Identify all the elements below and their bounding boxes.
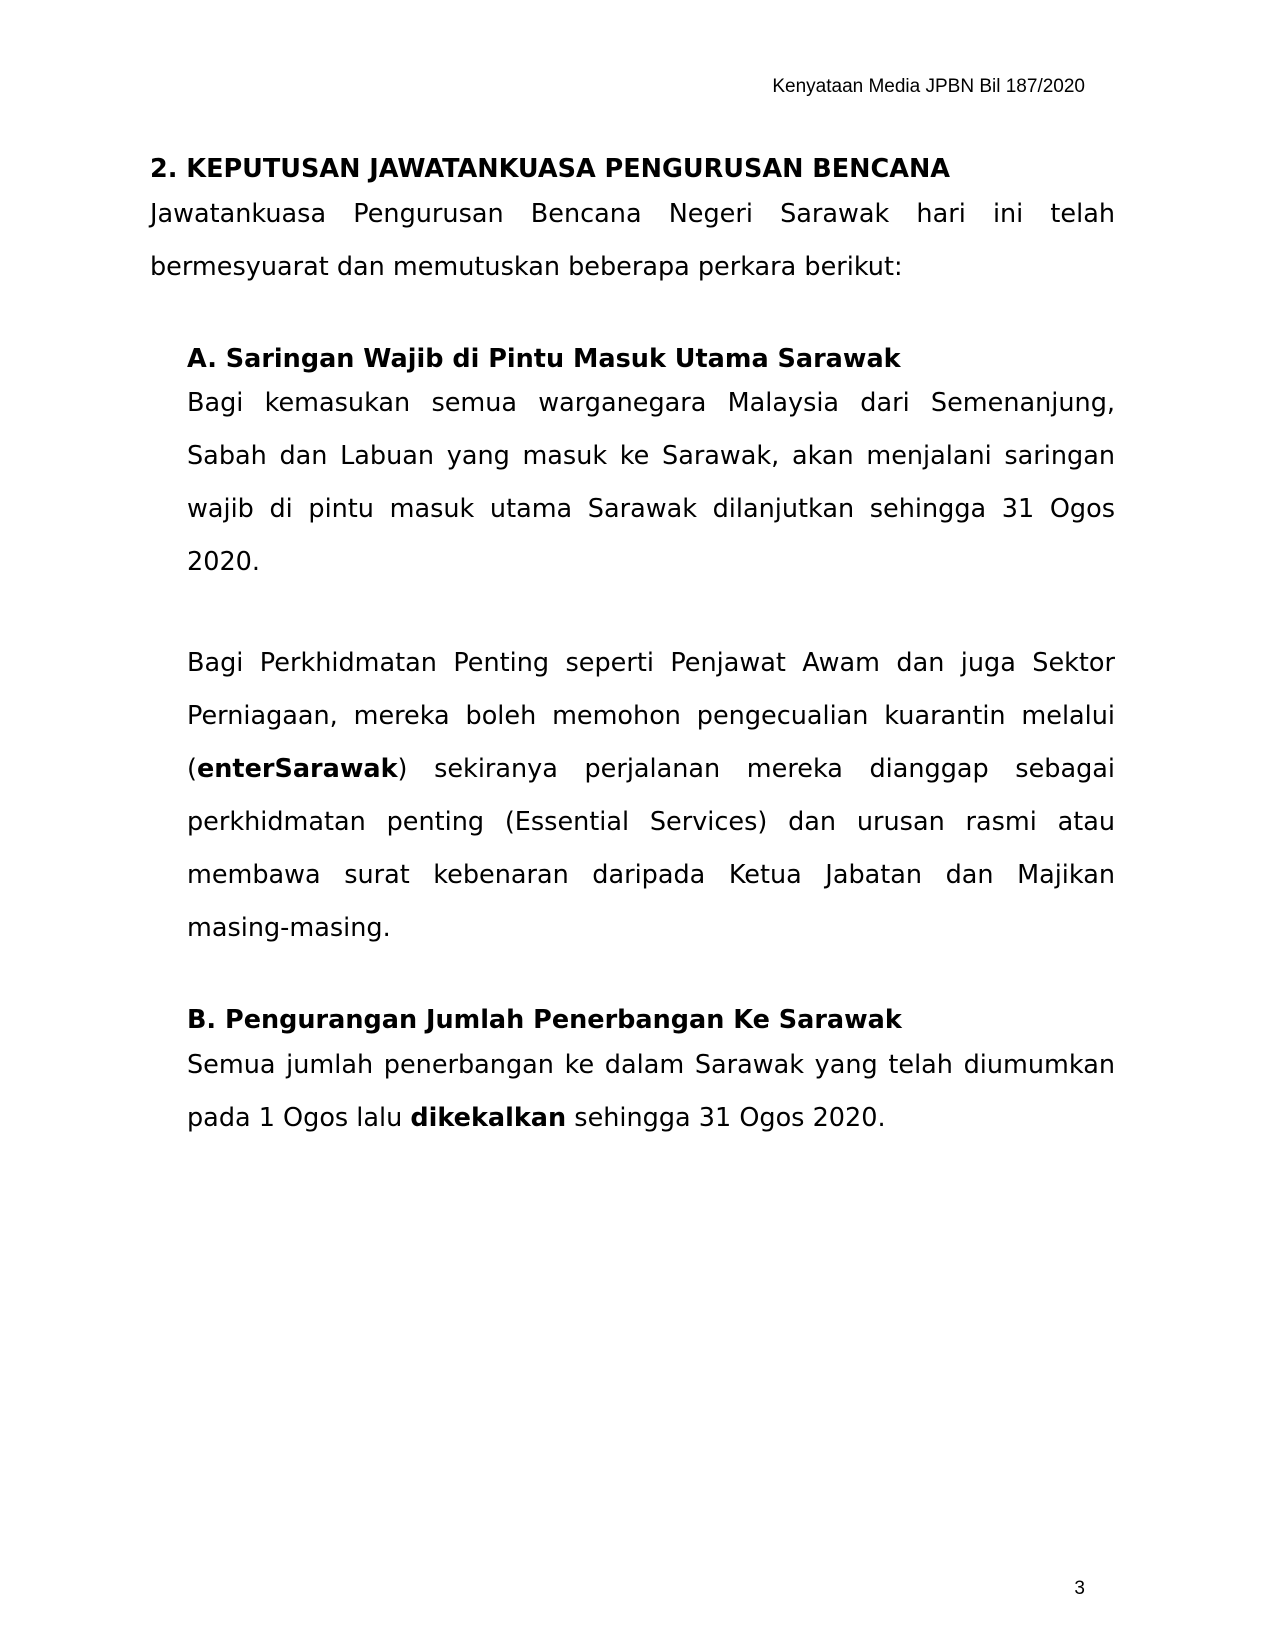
- subsection-a-paragraph-1: Bagi kemasukan semua warganegara Malaysia dari Semenanjung, Sabah dan Labuan yang masuk ke Sarawak, akan menjalani saringan wajib di pintu masuk utama Sarawak dilanjutkan sehingga 31 Ogos 2020.: [187, 388, 1115, 578]
- paragraph-text: Bagi Perkhidmatan Penting seperti Penjawat Awam dan juga Sektor Perniagaan, mereka boleh memohon pengecualian kuarantin melalui (: [187, 648, 1115, 785]
- page-number: 3: [1074, 1578, 1085, 1599]
- subsection-a-paragraph-2: [187, 637, 1115, 955]
- subsection-b-title: B. Pengurangan Jumlah Penerbangan Ke Sarawak: [187, 1005, 902, 1036]
- paragraph-text: Semua jumlah penerbangan ke dalam Sarawak yang telah diumumkan pada 1 Ogos lalu: [187, 1050, 1115, 1134]
- subsection-b-paragraph: [187, 1039, 1115, 1145]
- section-intro: Jawatankuasa Pengurusan Bencana Negeri Sarawak hari ini telah bermesyuarat dan memutuskan beberapa perkara berikut:: [150, 198, 1115, 282]
- section-title: 2. KEPUTUSAN JAWATANKUASA PENGURUSAN BENCANA: [150, 154, 951, 184]
- document-reference: Kenyataan Media JPBN Bil 187/2020: [772, 76, 1085, 97]
- paragraph-text: sehingga 31 Ogos 2020.: [566, 1103, 886, 1134]
- dikekalkan-term: dikekalkan: [410, 1103, 567, 1134]
- subsection-a-title: A. Saringan Wajib di Pintu Masuk Utama Sarawak: [187, 343, 901, 374]
- enter-sarawak-term: enterSarawak: [196, 754, 398, 785]
- paragraph-text: ) sekiranya perjalanan mereka dianggap sebagai perkhidmatan penting (Essential Services) dan urusan rasmi atau membawa surat kebenaran daripada Ketua Jabatan dan Majikan masing-masing.: [187, 754, 1115, 944]
- subsection-b: [187, 1003, 1115, 1145]
- page-content: [150, 152, 1115, 1145]
- subsection-a: [187, 342, 1115, 956]
